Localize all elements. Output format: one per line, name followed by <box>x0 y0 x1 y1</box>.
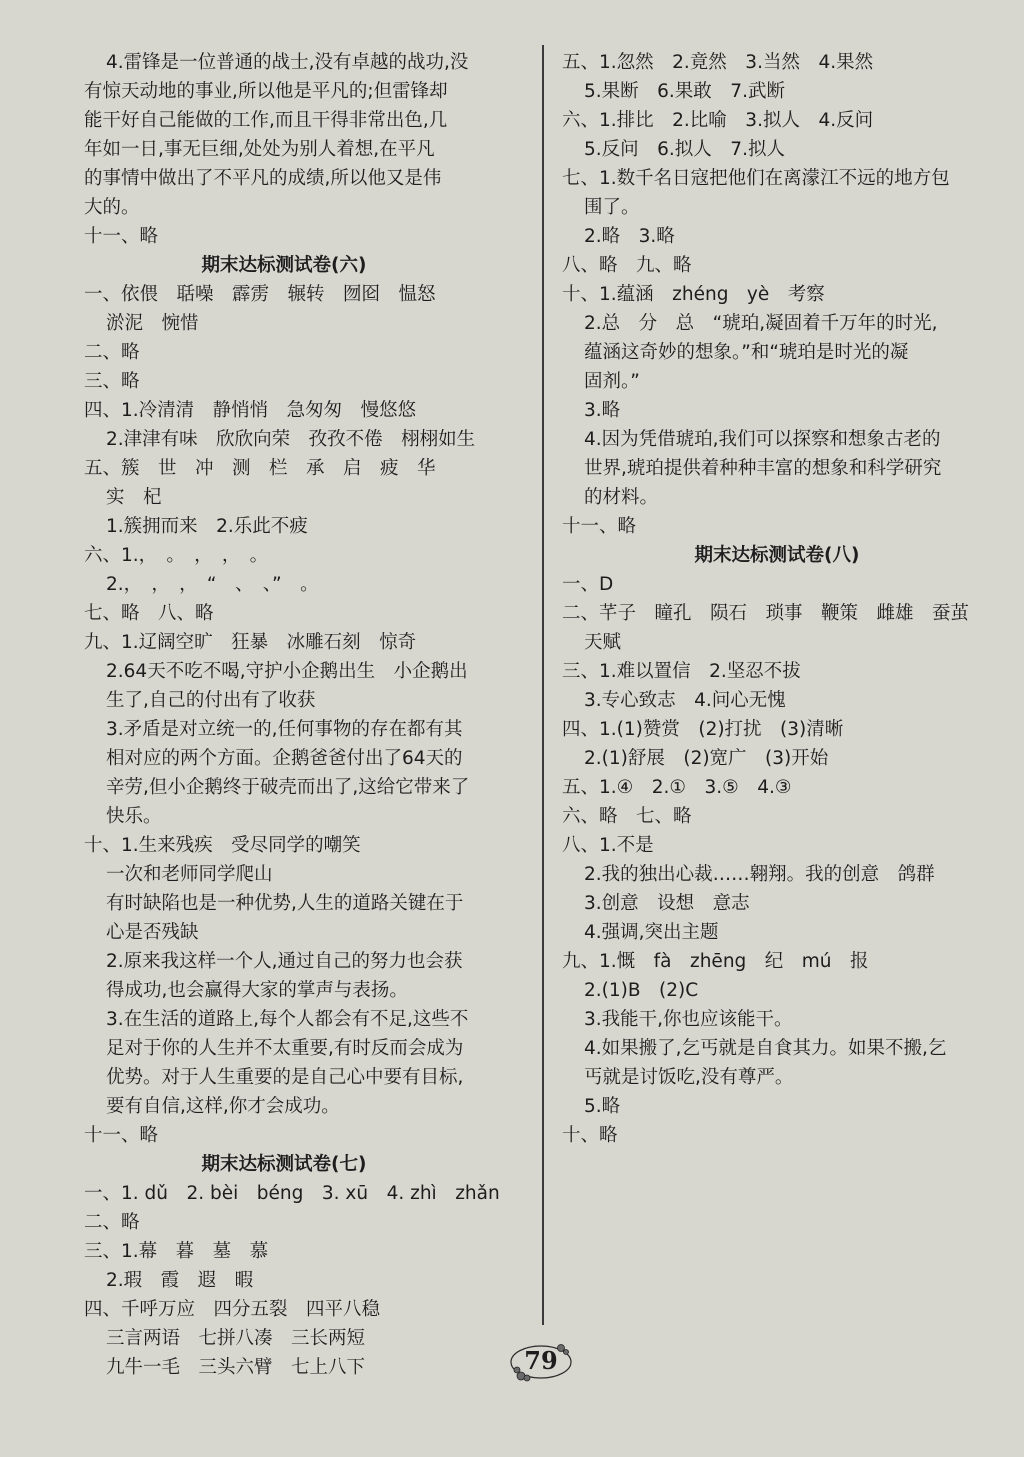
answer-line: 七、1.数千名日寇把他们在离濛江不远的地方包 <box>562 168 950 189</box>
answer-line: 十一、略 <box>562 516 637 537</box>
answer-line: 3.创意 设想 意志 <box>584 893 750 914</box>
answer-line: 一、D <box>562 574 614 595</box>
answer-line: 辛劳,但小企鹅终于破壳而出了,这给它带来了 <box>106 777 470 798</box>
answer-line: 实 杞 <box>106 487 162 508</box>
answer-line: 2.64天不吃不喝,守护小企鹅出生 小企鹅出 <box>106 661 468 682</box>
answer-line: 2.瑕 霞 遐 暇 <box>106 1270 254 1291</box>
answer-line: 四、千呼万应 四分五裂 四平八稳 <box>84 1299 381 1320</box>
page-number: 79 <box>524 1346 558 1375</box>
answer-line: 足对于你的人生并不太重要,有时反而会成为 <box>106 1038 464 1059</box>
answer-line: 九、1.辽阔空旷 狂暴 冰雕石刻 惊奇 <box>84 632 417 653</box>
answer-line: 2.略 3.略 <box>584 226 675 247</box>
answer-line: 5.反问 6.拟人 7.拟人 <box>584 139 785 160</box>
answer-line: 二、略 <box>84 1212 140 1233</box>
answer-line: 2.原来我这样一个人,通过自己的努力也会获 <box>106 951 463 972</box>
answer-line: 十、1.蕴涵 zhéng yè 考察 <box>562 284 825 305</box>
answer-line: 五、1.④ 2.① 3.⑤ 4.③ <box>562 777 792 798</box>
answer-line: 一次和老师同学爬山 <box>106 864 273 885</box>
answer-line: 二、芊子 瞳孔 陨石 琐事 鞭策 雌雄 蚕茧 <box>562 603 970 624</box>
answer-line: 的事情中做出了不平凡的成绩,所以他又是伟 <box>84 168 442 189</box>
section-title: 期末达标测试卷(六) <box>201 255 367 276</box>
answer-line: 三言两语 七拼八凑 三长两短 <box>106 1328 366 1349</box>
answer-line: 九牛一毛 三头六臂 七上八下 <box>106 1357 366 1378</box>
answer-line: 一、依偎 聒噪 霹雳 辗转 囫囵 愠怒 <box>84 284 436 305</box>
answer-line: 2.， ， ， “ 、 、” 。 <box>106 574 319 595</box>
answer-line: 三、略 <box>84 371 140 392</box>
answer-line: 5.果断 6.果敢 7.武断 <box>584 81 785 102</box>
answer-line: 七、略 八、略 <box>84 603 214 624</box>
answer-line: 要有自信,这样,你才会成功。 <box>106 1096 340 1117</box>
answer-line: 三、1.幕 暮 墓 慕 <box>84 1241 269 1262</box>
answer-line: 心是否残缺 <box>106 922 199 943</box>
answer-line: 十、略 <box>562 1125 618 1146</box>
column-divider <box>542 45 544 1325</box>
section-title: 期末达标测试卷(八) <box>694 545 860 566</box>
answer-line: 3.专心致志 4.问心无愧 <box>584 690 786 711</box>
answer-line: 有惊天动地的事业,所以他是平凡的;但雷锋却 <box>84 81 448 102</box>
answer-line: 4.强调,突出主题 <box>584 922 719 943</box>
answer-line: 生了,自己的付出有了收获 <box>106 690 316 711</box>
answer-line: 3.我能干,你也应该能干。 <box>584 1009 793 1030</box>
answer-line: 三、1.难以置信 2.坚忍不拔 <box>562 661 801 682</box>
answer-line: 六、1.排比 2.比喻 3.拟人 4.反问 <box>562 110 874 131</box>
answer-line: 五、簇 世 冲 测 栏 承 启 疲 华 <box>84 458 436 479</box>
answer-line: 1.簇拥而来 2.乐此不疲 <box>106 516 308 537</box>
answer-line: 5.略 <box>584 1096 621 1117</box>
answer-line: 快乐。 <box>106 806 162 827</box>
answer-line: 六、略 七、略 <box>562 806 692 827</box>
answer-line: 的材料。 <box>584 487 659 508</box>
answer-line: 2.(1)舒展 (2)宽广 (3)开始 <box>584 748 829 769</box>
answer-line: 相对应的两个方面。企鹅爸爸付出了64天的 <box>106 748 463 769</box>
answer-line: 4.因为凭借琥珀,我们可以探察和想象古老的 <box>584 429 941 450</box>
answer-line: 四、1.(1)赞赏 (2)打扰 (3)清晰 <box>562 719 844 740</box>
answer-line: 丐就是讨饭吃,没有尊严。 <box>584 1067 794 1088</box>
right-column <box>562 48 1002 1150</box>
answer-line: 四、1.冷清清 静悄悄 急匆匆 慢悠悠 <box>84 400 417 421</box>
answer-line: 优势。对于人生重要的是自己心中要有目标, <box>106 1067 464 1088</box>
answer-line: 世界,琥珀提供着种种丰富的想象和科学研究 <box>584 458 942 479</box>
page-number-badge <box>505 1340 577 1386</box>
answer-line: 二、略 <box>84 342 140 363</box>
answer-line: 3.在生活的道路上,每个人都会有不足,这些不 <box>106 1009 469 1030</box>
answer-line: 2.津津有味 欣欣向荣 孜孜不倦 栩栩如生 <box>106 429 476 450</box>
answer-line: 4.如果搬了,乞丐就是自食其力。如果不搬,乞 <box>584 1038 947 1059</box>
answer-line: 十、1.生来残疾 受尽同学的嘲笑 <box>84 835 361 856</box>
answer-line: 十一、略 <box>84 226 159 247</box>
answer-line: 3.略 <box>584 400 621 421</box>
left-column <box>84 48 524 1382</box>
answer-line: 固剂。” <box>584 371 640 392</box>
answer-line: 天赋 <box>584 632 622 653</box>
answer-line: 六、1.， 。 ， ， 。 <box>84 545 269 566</box>
answer-line: 围了。 <box>584 197 640 218</box>
answer-line: 4.雷锋是一位普通的战士,没有卓越的战功,没 <box>106 52 469 73</box>
answer-line: 蕴涵这奇妙的想象。”和“琥珀是时光的凝 <box>584 342 909 363</box>
answer-line: 得成功,也会赢得大家的掌声与表扬。 <box>106 980 408 1001</box>
section-title: 期末达标测试卷(七) <box>201 1154 367 1175</box>
answer-line: 2.我的独出心裁……翱翔。我的创意 鸽群 <box>584 864 935 885</box>
answer-line: 十一、略 <box>84 1125 159 1146</box>
answer-line: 2.(1)B (2)C <box>584 980 699 1001</box>
answer-line: 3.矛盾是对立统一的,任何事物的存在都有其 <box>106 719 463 740</box>
answer-line: 年如一日,事无巨细,处处为别人着想,在平凡 <box>84 139 435 160</box>
answer-line: 2.总 分 总 “琥珀,凝固着千万年的时光, <box>584 313 938 334</box>
answer-line: 八、1.不是 <box>562 835 654 856</box>
answer-line: 淤泥 惋惜 <box>106 313 199 334</box>
answer-line: 大的。 <box>84 197 140 218</box>
answer-line: 八、略 九、略 <box>562 255 692 276</box>
answer-line: 九、1.慨 fà zhēng 纪 mú 报 <box>562 951 869 972</box>
answer-line: 有时缺陷也是一种优势,人生的道路关键在于 <box>106 893 464 914</box>
answer-line: 一、1. dǔ 2. bèi béng 3. xū 4. zhì zhǎn <box>84 1183 500 1204</box>
answer-line: 五、1.忽然 2.竟然 3.当然 4.果然 <box>562 52 874 73</box>
answer-line: 能干好自己能做的工作,而且干得非常出色,几 <box>84 110 448 131</box>
